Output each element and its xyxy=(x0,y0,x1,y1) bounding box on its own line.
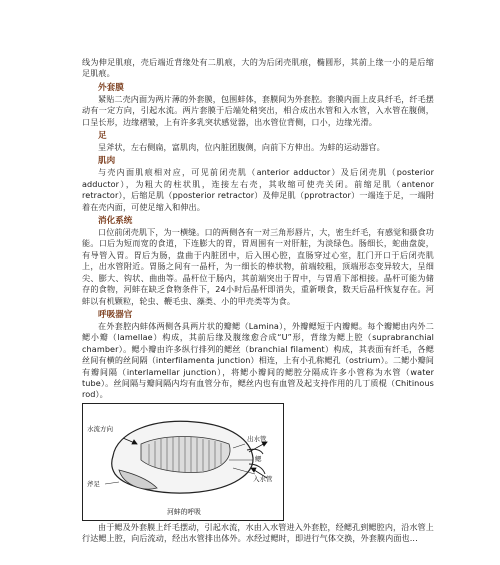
outro-paragraph: 由于鳃及外套膜上纤毛摆动，引起水流，水由入水管进入外套腔，经鳃孔到鳃腔内，沿水管上行达鳃上腔，向后流动，经出水管排出体外。水经过鳃时，即进行气体交换，外套膜内面也... xyxy=(82,521,434,544)
intro-paragraph: 线为伸足肌痕，壳后端近背缘处有二肌痕，大的为后闭壳肌痕，椭圆形，其前上缘一小的是后缩足肌痕。 xyxy=(82,57,434,79)
mussel-diagram-drawing xyxy=(83,404,283,520)
mantle-paragraph: 紧贴二壳内面为两片薄的外套膜，包围蚌体，套膜间为外套腔。套膜内面上皮具纤毛，纤毛摆动有一定方向，引起水流。两片套膜于后端处稍突出，相合成出水管和入水管，入水管在腹侧，口呈长形，边缘褶皱，上有许多乳突状感觉器，出水管位背侧，口小，边缘光滑。 xyxy=(82,93,434,127)
respiratory-heading: 呼吸器官 xyxy=(98,309,133,320)
figure-caption: 河蚌的呼吸 xyxy=(167,507,201,516)
mussel-respiration-figure xyxy=(82,403,284,521)
inhalant-siphon-label: 入水管 xyxy=(253,474,273,483)
gill-label: 鳃 xyxy=(255,454,262,463)
foot-paragraph: 呈斧状，左右侧扁，富肌肉，位内脏团腹侧，向前下方伸出。为蚌的运动器官。 xyxy=(98,142,385,153)
digestive-heading: 消化系统 xyxy=(98,216,133,227)
document-content xyxy=(82,57,434,545)
water-flow-direction-label: 水流方向 xyxy=(87,424,113,433)
digestive-paragraph: 口位前闭壳肌下，为一横缝。口的两侧各有一对三角形唇片，大，密生纤毛，有感觉和摄食功能。口后为短而宽的食道，下连膨大的胃，胃周围有一对肝脏，为淡绿色。肠细长，蛇曲盘旋，有导管入胃。胃后为肠，盘曲于内脏团中，后入围心腔，直肠穿过心室，肛门开口于后闭壳肌上，出水管附近。胃肠之间有一晶杆，为一细长的棒状物，前端较粗，顶端形态变异较大，呈细尖、膨大、钩状、曲曲等。晶杆位于肠内，其前端突出于胃中，与胃盾下部相接。晶杆可能为储存的食物，河蚌在缺乏食物条件下，24小时后晶杆即消失，重新喂食，数天后晶杆恢复存在。河蚌以有机颗粒，轮虫、鞭毛虫、藻类、小的甲壳类等为食。 xyxy=(82,227,434,306)
muscles-heading: 肌肉 xyxy=(98,156,116,167)
foot-heading: 足 xyxy=(98,131,107,142)
muscles-paragraph: 与壳内面肌痕相对应，可见前闭壳肌（anterior adductor）及后闭壳肌（posterior adductor），为粗大的柱状肌，连接左右壳，其收缩可使壳关闭。前缩足肌（antenor retractor），后缩足肌（pposterior retractor）及伸足肌（pprotractor）一端连于足，一端附着在壳内面，可使足缩入和伸出。 xyxy=(82,167,434,212)
exhalant-siphon-label: 出水管 xyxy=(247,434,267,443)
foot-label: 斧足 xyxy=(87,479,100,488)
mantle-heading: 外套膜 xyxy=(98,82,124,93)
respiratory-paragraph: 在外套腔内蚌体两侧各具两片状的瓣鳃（Lamina），外瓣鳃短于内瓣鳃。每个瓣鳃由内外二鳃小瓣（lamellae）构成，其前后缘及腹缘愈合成“U”形，背缘为鳃上腔（suprabranchial chamber）。鳃小瓣由许多纵行排列的鳃丝（branchial filament）构成，其表面有纤毛，各鳃丝间有横的丝间隔（interfilamenta junction）相连，上有小孔称鳃孔（ostrium）。二鳃小瓣间有瓣间隔（interlamellar junction），将鳃小瓣间的鳃腔分隔成许多小管称为水管（water tube）。丝间隔与瓣间隔内均有血管分布，鳃丝内也有血管及起支持作用的几丁质棍（Chitinous rod）。 xyxy=(82,320,434,400)
